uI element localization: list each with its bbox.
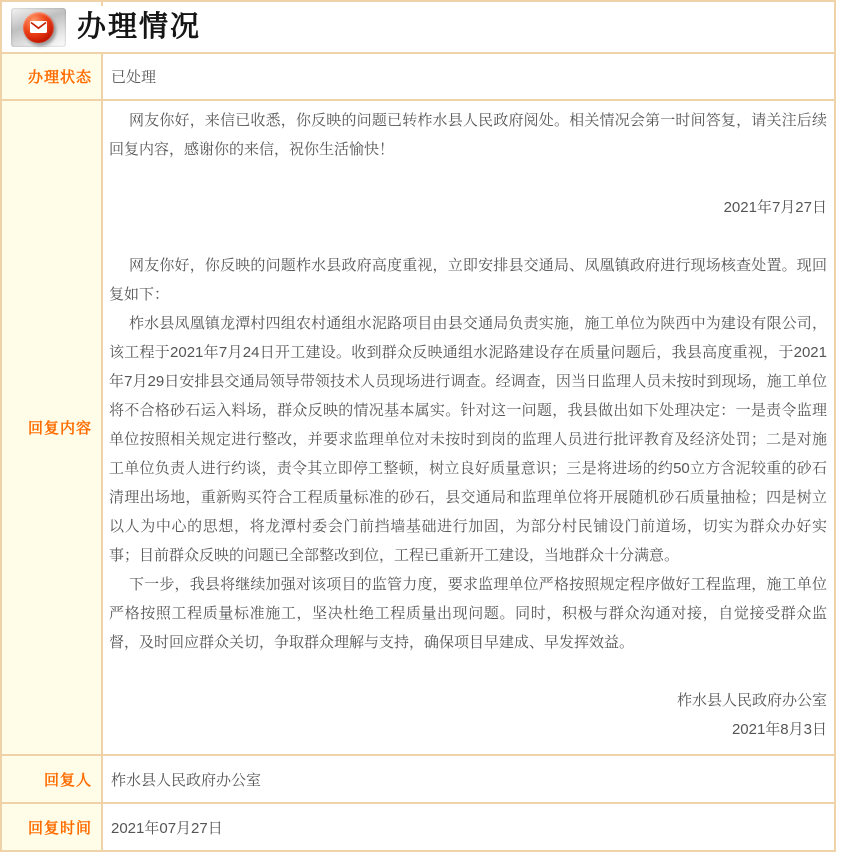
status-label: 办理状态 [2, 54, 103, 99]
replier-value: 柞水县人民政府办公室 [111, 771, 262, 789]
replier-row [2, 754, 834, 802]
reply-signature: 柞水县人民政府办公室 [676, 692, 827, 709]
reply-time-value: 2021年07月27日 [111, 819, 223, 837]
reply-detail-paragraph: 柞水县凤凰镇龙潭村四组农村通组水泥路项目由县交通局负责实施，施工单位为陕西中为建设有限公司，该工程于2021年7月24日开工建设。收到群众反映通组水泥路建设存在质量问题后，我县高度重视，于2021年7月29日安排县交通局领导带领技术人员现场进行调查。经调查，因当日监理人员未按时到现场，施工单位将不合格砂石运入料场，群众反映的情况基本属实。针对这一问题，我县做出如下处理决定：一是责令监理单位按照相关规定进行整改，并要求监理单位对未按时到岗的监理人员进行批评教育及经济处罚；二是对施工单位负责人进行约谈，责令其立即停工整顿，树立良好质量意识；三是将进场的约50立方含泥较重的砂石清理出场地，重新购买符合工程质量标准的砂石，县交通局和监理单位将开展随机砂石质量抽检；四是树立以人为中心的思想，将龙潭村委会门前挡墙基础进行加固，为部分村民铺设门前道场，切实为群众办好实事；目前群众反映的问题已全部整改到位，工程已重新开工建设，当地群众十分满意。 [109, 315, 827, 564]
panel-header [2, 2, 834, 52]
top-grid-stub [101, 0, 103, 6]
status-value: 已处理 [111, 69, 157, 86]
reply-intro-paragraph: 网友你好，你反映的问题柞水县政府高度重视，立即安排县交通局、凤凰镇政府进行现场核查处置。现回复如下： [109, 257, 827, 303]
reply-time-label: 回复时间 [2, 804, 103, 850]
reply-content-label: 回复内容 [2, 101, 103, 754]
mail-icon [23, 12, 54, 43]
reply-time-row [2, 802, 834, 850]
replier-label: 回复人 [2, 756, 103, 802]
reply-followup-paragraph: 下一步，我县将继续加强对该项目的监管力度，要求监理单位严格按照规定程序做好工程监理，施工单位严格按照工程质量标准施工，坚决杜绝工程质量出现问题。同时，积极与群众沟通对接，自觉接受群众监督，及时回应群众关切，争取群众理解与支持，确保项目早建成、早发挥效益。 [109, 576, 827, 651]
mail-icon-tile [11, 8, 66, 47]
reply-content-row [2, 99, 834, 754]
status-row [2, 52, 834, 99]
reply-content-body [103, 101, 834, 754]
reply-signature-date: 2021年8月3日 [731, 721, 827, 738]
reply-ack-date: 2021年7月27日 [723, 199, 827, 216]
reply-ack-paragraph: 网友你好，来信已收悉，你反映的问题已转柞水县人民政府阅处。相关情况会第一时间答复，请关注后续回复内容，感谢你的来信，祝你生活愉快！ [109, 112, 827, 158]
page-title: 办理情况 [77, 10, 202, 43]
